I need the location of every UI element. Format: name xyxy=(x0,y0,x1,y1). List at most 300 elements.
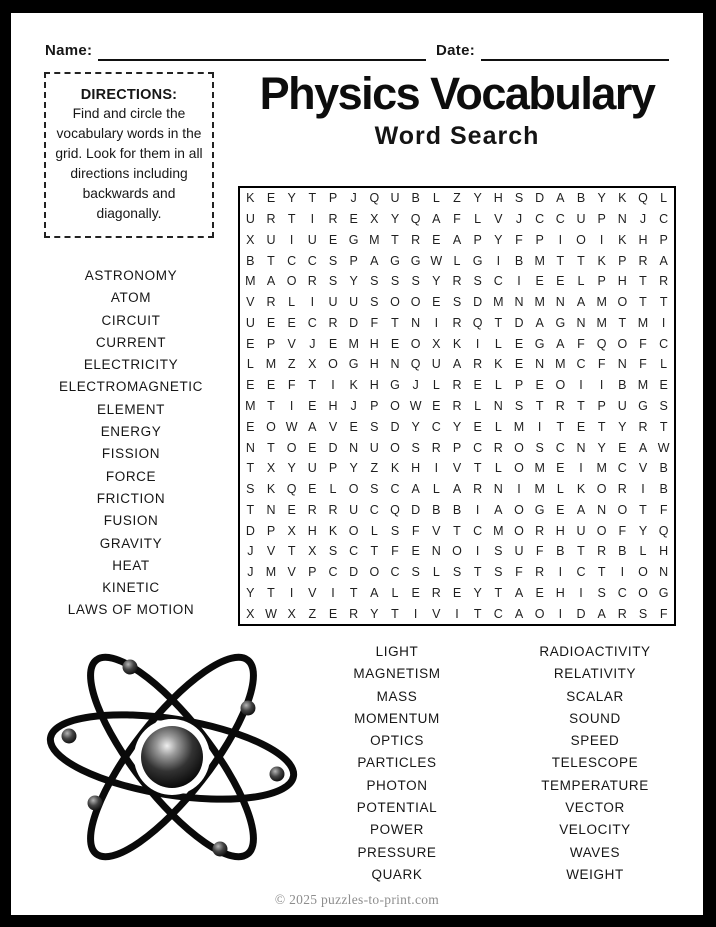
grid-cell[interactable]: F xyxy=(411,523,420,538)
grid-cell[interactable]: U xyxy=(617,398,627,413)
grid-cell[interactable]: S xyxy=(328,253,338,268)
grid-cell[interactable]: X xyxy=(308,357,317,372)
grid-cell[interactable]: F xyxy=(639,336,647,351)
grid-cell[interactable]: P xyxy=(618,253,627,268)
grid-cell[interactable]: M xyxy=(534,295,545,310)
grid-cell[interactable]: N xyxy=(431,544,441,559)
grid-cell[interactable]: E xyxy=(266,191,276,206)
grid-cell[interactable]: P xyxy=(452,440,462,455)
grid-cell[interactable]: L xyxy=(660,191,668,206)
grid-cell[interactable]: W xyxy=(430,253,443,268)
grid-cell[interactable]: R xyxy=(431,585,441,600)
grid-cell[interactable]: Z xyxy=(453,191,461,206)
grid-cell[interactable]: T xyxy=(308,191,317,206)
grid-cell[interactable]: Z xyxy=(308,606,317,621)
grid-cell[interactable]: U xyxy=(390,191,400,206)
grid-cell[interactable]: N xyxy=(659,565,669,580)
grid-cell[interactable]: T xyxy=(267,585,275,600)
grid-cell[interactable]: M xyxy=(245,398,256,413)
grid-cell[interactable]: T xyxy=(618,315,627,330)
grid-cell[interactable]: I xyxy=(558,606,563,621)
grid-cell[interactable]: E xyxy=(328,232,338,247)
grid-cell[interactable]: D xyxy=(514,315,524,330)
grid-cell[interactable]: F xyxy=(618,523,627,538)
grid-cell[interactable]: A xyxy=(452,232,462,247)
grid-cell[interactable]: L xyxy=(639,544,647,559)
grid-cell[interactable]: L xyxy=(474,212,482,227)
grid-cell[interactable]: T xyxy=(659,295,668,310)
grid-cell[interactable]: J xyxy=(247,544,254,559)
grid-cell[interactable]: G xyxy=(348,232,359,247)
grid-cell[interactable]: G xyxy=(410,253,421,268)
grid-cell[interactable]: T xyxy=(246,502,255,517)
grid-cell[interactable]: L xyxy=(432,378,440,393)
grid-cell[interactable]: E xyxy=(535,585,544,600)
grid-cell[interactable]: F xyxy=(515,232,523,247)
grid-cell[interactable]: F xyxy=(515,565,523,580)
grid-cell[interactable]: T xyxy=(473,565,482,580)
grid-cell[interactable]: L xyxy=(432,482,440,497)
grid-cell[interactable]: L xyxy=(474,398,482,413)
grid-cell[interactable]: S xyxy=(452,565,462,580)
grid-cell[interactable]: H xyxy=(369,357,379,372)
grid-cell[interactable]: E xyxy=(473,419,482,434)
grid-cell[interactable]: C xyxy=(493,274,503,289)
grid-cell[interactable]: A xyxy=(556,191,565,206)
grid-cell[interactable]: C xyxy=(307,315,317,330)
grid-cell[interactable]: C xyxy=(659,336,669,351)
grid-cell[interactable]: Y xyxy=(246,585,255,600)
grid-cell[interactable]: S xyxy=(246,482,255,497)
grid-cell[interactable]: F xyxy=(391,544,399,559)
grid-cell[interactable]: C xyxy=(617,585,627,600)
grid-cell[interactable]: Q xyxy=(286,482,297,497)
grid-cell[interactable]: S xyxy=(390,274,400,289)
grid-cell[interactable]: T xyxy=(639,274,647,289)
grid-cell[interactable]: Y xyxy=(349,274,358,289)
grid-cell[interactable]: N xyxy=(597,502,607,517)
grid-cell[interactable]: T xyxy=(597,565,606,580)
grid-cell[interactable]: K xyxy=(328,523,338,538)
grid-cell[interactable]: E xyxy=(535,378,544,393)
grid-cell[interactable]: Q xyxy=(658,523,669,538)
grid-cell[interactable]: U xyxy=(245,315,255,330)
date-input-line[interactable] xyxy=(481,41,669,61)
grid-cell[interactable]: P xyxy=(328,461,338,476)
grid-cell[interactable]: C xyxy=(576,565,586,580)
grid-cell[interactable]: A xyxy=(452,357,462,372)
grid-cell[interactable]: I xyxy=(289,398,294,413)
grid-cell[interactable]: Y xyxy=(432,274,441,289)
grid-cell[interactable]: R xyxy=(266,212,276,227)
grid-cell[interactable]: I xyxy=(289,585,294,600)
grid-cell[interactable]: C xyxy=(307,253,317,268)
grid-cell[interactable]: R xyxy=(328,212,338,227)
grid-cell[interactable]: H xyxy=(659,544,669,559)
grid-cell[interactable]: T xyxy=(577,253,585,268)
grid-cell[interactable]: A xyxy=(452,482,462,497)
grid-cell[interactable]: T xyxy=(370,544,379,559)
grid-cell[interactable]: A xyxy=(576,295,586,310)
grid-cell[interactable]: S xyxy=(535,440,544,455)
grid-cell[interactable]: R xyxy=(452,315,462,330)
grid-cell[interactable]: V xyxy=(287,565,296,580)
grid-cell[interactable]: B xyxy=(618,378,627,393)
grid-cell[interactable]: C xyxy=(659,212,669,227)
grid-cell[interactable]: C xyxy=(617,461,627,476)
grid-cell[interactable]: I xyxy=(579,585,583,600)
grid-cell[interactable]: E xyxy=(308,398,317,413)
grid-cell[interactable]: S xyxy=(514,191,524,206)
grid-cell[interactable]: R xyxy=(493,440,503,455)
grid-cell[interactable]: S xyxy=(514,398,524,413)
grid-cell[interactable]: I xyxy=(599,378,604,393)
grid-cell[interactable]: T xyxy=(639,295,647,310)
grid-cell[interactable]: E xyxy=(246,378,255,393)
grid-cell[interactable]: M xyxy=(637,378,649,393)
grid-cell[interactable]: E xyxy=(535,274,544,289)
grid-cell[interactable]: J xyxy=(309,336,316,351)
grid-cell[interactable]: P xyxy=(266,523,276,538)
grid-cell[interactable]: S xyxy=(370,419,379,434)
grid-cell[interactable]: I xyxy=(620,565,625,580)
grid-cell[interactable]: S xyxy=(370,295,379,310)
grid-cell[interactable]: H xyxy=(369,336,379,351)
grid-cell[interactable]: S xyxy=(638,606,648,621)
grid-cell[interactable]: W xyxy=(657,440,670,455)
grid-cell[interactable]: L xyxy=(432,191,440,206)
grid-cell[interactable]: M xyxy=(534,482,545,497)
grid-cell[interactable]: S xyxy=(452,295,462,310)
grid-cell[interactable]: S xyxy=(659,398,668,413)
grid-cell[interactable]: E xyxy=(411,585,420,600)
grid-cell[interactable]: T xyxy=(494,585,503,600)
grid-cell[interactable]: R xyxy=(535,565,545,580)
grid-cell[interactable]: R xyxy=(473,357,483,372)
grid-cell[interactable]: F xyxy=(659,606,668,621)
grid-cell[interactable]: E xyxy=(473,378,482,393)
grid-cell[interactable]: K xyxy=(266,482,276,497)
grid-cell[interactable]: G xyxy=(472,253,483,268)
grid-cell[interactable]: Q xyxy=(390,502,400,517)
grid-cell[interactable]: A xyxy=(494,502,503,517)
grid-cell[interactable]: C xyxy=(473,523,483,538)
grid-cell[interactable]: S xyxy=(390,523,400,538)
grid-cell[interactable]: E xyxy=(266,378,276,393)
grid-cell[interactable]: R xyxy=(638,253,648,268)
grid-cell[interactable]: V xyxy=(432,606,441,621)
grid-cell[interactable]: M xyxy=(245,274,256,289)
grid-cell[interactable]: P xyxy=(328,191,338,206)
grid-cell[interactable]: F xyxy=(597,357,606,372)
grid-cell[interactable]: V xyxy=(328,419,338,434)
grid-cell[interactable]: I xyxy=(475,502,480,517)
grid-cell[interactable]: B xyxy=(246,253,255,268)
grid-cell[interactable]: U xyxy=(576,523,586,538)
grid-cell[interactable]: N xyxy=(576,440,586,455)
grid-cell[interactable]: S xyxy=(411,440,420,455)
grid-cell[interactable]: O xyxy=(390,398,400,413)
grid-cell[interactable]: U xyxy=(245,212,255,227)
grid-cell[interactable]: F xyxy=(370,315,379,330)
grid-cell[interactable]: Y xyxy=(494,232,503,247)
grid-cell[interactable]: O xyxy=(410,336,421,351)
grid-cell[interactable]: P xyxy=(370,398,379,413)
grid-cell[interactable]: O xyxy=(328,357,338,372)
grid-cell[interactable]: J xyxy=(412,378,419,393)
grid-cell[interactable]: M xyxy=(596,295,607,310)
grid-cell[interactable]: D xyxy=(349,315,359,330)
grid-cell[interactable]: E xyxy=(514,336,524,351)
grid-cell[interactable]: D xyxy=(473,295,483,310)
grid-cell[interactable]: R xyxy=(328,502,338,517)
grid-cell[interactable]: A xyxy=(597,606,606,621)
grid-cell[interactable]: S xyxy=(597,585,606,600)
grid-cell[interactable]: O xyxy=(390,440,400,455)
grid-cell[interactable]: I xyxy=(641,482,645,497)
grid-cell[interactable]: G xyxy=(555,315,566,330)
grid-cell[interactable]: C xyxy=(349,544,359,559)
grid-cell[interactable]: O xyxy=(617,502,628,517)
grid-cell[interactable]: J xyxy=(247,565,254,580)
grid-cell[interactable]: E xyxy=(308,482,317,497)
grid-cell[interactable]: P xyxy=(473,232,482,247)
grid-cell[interactable]: E xyxy=(349,419,358,434)
grid-cell[interactable]: C xyxy=(493,606,503,621)
grid-cell[interactable]: A xyxy=(370,585,379,600)
grid-cell[interactable]: L xyxy=(288,295,296,310)
grid-cell[interactable]: X xyxy=(432,336,441,351)
grid-cell[interactable]: L xyxy=(246,357,254,372)
grid-cell[interactable]: M xyxy=(369,232,380,247)
grid-cell[interactable]: T xyxy=(287,544,296,559)
grid-cell[interactable]: A xyxy=(576,502,586,517)
grid-cell[interactable]: D xyxy=(535,191,545,206)
grid-cell[interactable]: O xyxy=(286,274,297,289)
grid-cell[interactable]: G xyxy=(638,398,648,413)
grid-cell[interactable]: E xyxy=(432,295,441,310)
grid-cell[interactable]: T xyxy=(577,398,585,413)
grid-cell[interactable]: M xyxy=(493,295,504,310)
grid-cell[interactable]: O xyxy=(514,523,524,538)
grid-cell[interactable]: R xyxy=(535,523,545,538)
grid-cell[interactable]: C xyxy=(576,357,586,372)
grid-cell[interactable]: T xyxy=(659,419,668,434)
grid-cell[interactable]: H xyxy=(328,398,338,413)
grid-cell[interactable]: I xyxy=(496,253,501,268)
grid-cell[interactable]: O xyxy=(555,378,566,393)
grid-cell[interactable]: E xyxy=(328,606,338,621)
grid-cell[interactable]: Y xyxy=(287,461,296,476)
grid-cell[interactable]: B xyxy=(659,482,668,497)
grid-cell[interactable]: V xyxy=(246,295,255,310)
grid-cell[interactable]: J xyxy=(350,191,357,206)
grid-cell[interactable]: E xyxy=(556,274,565,289)
grid-cell[interactable]: Q xyxy=(596,336,607,351)
grid-cell[interactable]: T xyxy=(473,606,482,621)
grid-cell[interactable]: K xyxy=(576,482,586,497)
grid-cell[interactable]: Y xyxy=(473,191,482,206)
grid-cell[interactable]: R xyxy=(473,482,483,497)
grid-cell[interactable]: H xyxy=(555,585,565,600)
grid-cell[interactable]: O xyxy=(452,544,462,559)
grid-cell[interactable]: O xyxy=(286,440,297,455)
grid-cell[interactable]: G xyxy=(534,502,545,517)
grid-cell[interactable]: T xyxy=(267,398,275,413)
grid-cell[interactable]: E xyxy=(308,440,317,455)
grid-cell[interactable]: N xyxy=(514,295,524,310)
grid-cell[interactable]: K xyxy=(494,357,503,372)
grid-cell[interactable]: N xyxy=(576,315,586,330)
name-input-line[interactable] xyxy=(98,41,426,61)
grid-cell[interactable]: T xyxy=(349,585,358,600)
grid-cell[interactable]: T xyxy=(597,419,606,434)
grid-cell[interactable]: Y xyxy=(473,585,482,600)
grid-cell[interactable]: O xyxy=(638,585,648,600)
grid-cell[interactable]: O xyxy=(638,565,648,580)
grid-cell[interactable]: A xyxy=(556,336,565,351)
grid-cell[interactable]: U xyxy=(328,295,338,310)
grid-cell[interactable]: G xyxy=(658,585,669,600)
grid-cell[interactable]: A xyxy=(638,440,648,455)
grid-cell[interactable]: I xyxy=(434,461,439,476)
grid-cell[interactable]: P xyxy=(597,398,606,413)
grid-cell[interactable]: K xyxy=(349,378,358,393)
grid-cell[interactable]: T xyxy=(246,461,255,476)
grid-cell[interactable]: N xyxy=(617,357,627,372)
grid-cell[interactable]: I xyxy=(517,274,521,289)
grid-cell[interactable]: E xyxy=(556,502,565,517)
grid-cell[interactable]: N xyxy=(535,357,545,372)
grid-cell[interactable]: T xyxy=(267,440,275,455)
grid-cell[interactable]: A xyxy=(266,274,276,289)
grid-cell[interactable]: L xyxy=(494,461,502,476)
grid-cell[interactable]: E xyxy=(556,461,565,476)
grid-cell[interactable]: S xyxy=(494,544,503,559)
grid-cell[interactable]: L xyxy=(370,523,378,538)
grid-cell[interactable]: F xyxy=(453,212,461,227)
grid-cell[interactable]: N xyxy=(245,440,255,455)
grid-cell[interactable]: O xyxy=(514,440,524,455)
grid-cell[interactable]: H xyxy=(555,523,565,538)
grid-cell[interactable]: T xyxy=(391,315,399,330)
grid-cell[interactable]: Z xyxy=(370,461,379,476)
grid-cell[interactable]: G xyxy=(390,378,400,393)
grid-cell[interactable]: D xyxy=(245,523,255,538)
grid-cell[interactable]: O xyxy=(514,461,524,476)
grid-cell[interactable]: L xyxy=(432,565,440,580)
grid-cell[interactable]: Y xyxy=(411,419,420,434)
grid-cell[interactable]: P xyxy=(266,336,276,351)
grid-cell[interactable]: R xyxy=(617,606,627,621)
grid-cell[interactable]: P xyxy=(308,565,317,580)
grid-cell[interactable]: C xyxy=(369,502,379,517)
grid-cell[interactable]: R xyxy=(452,274,462,289)
grid-cell[interactable]: L xyxy=(391,585,399,600)
grid-cell[interactable]: G xyxy=(348,357,359,372)
grid-cell[interactable]: M xyxy=(265,565,277,580)
grid-cell[interactable]: I xyxy=(289,232,294,247)
grid-cell[interactable]: N xyxy=(493,482,503,497)
grid-cell[interactable]: A xyxy=(432,212,441,227)
grid-cell[interactable]: E xyxy=(411,544,420,559)
grid-cell[interactable]: U xyxy=(576,212,586,227)
grid-cell[interactable]: E xyxy=(432,398,441,413)
grid-cell[interactable]: H xyxy=(369,378,379,393)
grid-cell[interactable]: D xyxy=(390,419,400,434)
grid-cell[interactable]: Y xyxy=(638,523,648,538)
grid-cell[interactable]: B xyxy=(411,191,420,206)
grid-cell[interactable]: T xyxy=(535,398,544,413)
grid-cell[interactable]: O xyxy=(390,295,400,310)
grid-cell[interactable]: E xyxy=(514,357,524,372)
grid-cell[interactable]: M xyxy=(534,253,545,268)
grid-cell[interactable]: N xyxy=(266,502,276,517)
grid-cell[interactable]: V xyxy=(266,544,276,559)
grid-cell[interactable]: T xyxy=(556,419,565,434)
grid-cell[interactable]: A xyxy=(308,419,317,434)
grid-cell[interactable]: E xyxy=(576,419,586,434)
grid-cell[interactable]: O xyxy=(576,232,586,247)
grid-cell[interactable]: E xyxy=(432,232,441,247)
grid-cell[interactable]: G xyxy=(390,253,400,268)
grid-cell[interactable]: S xyxy=(411,274,420,289)
grid-cell[interactable]: R xyxy=(328,315,338,330)
grid-cell[interactable]: I xyxy=(434,315,439,330)
grid-cell[interactable]: S xyxy=(411,565,420,580)
grid-cell[interactable]: H xyxy=(617,274,627,289)
grid-cell[interactable]: B xyxy=(576,191,586,206)
grid-cell[interactable]: E xyxy=(618,440,627,455)
grid-cell[interactable]: O xyxy=(617,295,628,310)
grid-cell[interactable]: R xyxy=(431,440,441,455)
grid-cell[interactable]: V xyxy=(452,461,462,476)
grid-cell[interactable]: X xyxy=(287,523,296,538)
grid-cell[interactable]: Y xyxy=(370,606,379,621)
grid-cell[interactable]: X xyxy=(287,606,296,621)
grid-cell[interactable]: R xyxy=(411,232,421,247)
grid-cell[interactable]: U xyxy=(349,295,359,310)
grid-cell[interactable]: O xyxy=(534,606,545,621)
grid-cell[interactable]: J xyxy=(515,212,523,227)
grid-cell[interactable]: R xyxy=(307,502,317,517)
grid-cell[interactable]: M xyxy=(596,461,607,476)
grid-cell[interactable]: D xyxy=(328,440,338,455)
grid-cell[interactable]: C xyxy=(328,565,338,580)
grid-cell[interactable]: K xyxy=(618,191,627,206)
grid-cell[interactable]: X xyxy=(266,461,276,476)
grid-cell[interactable]: I xyxy=(517,482,521,497)
grid-cell[interactable]: V xyxy=(494,212,503,227)
grid-cell[interactable]: H xyxy=(493,191,503,206)
grid-cell[interactable]: T xyxy=(287,212,296,227)
grid-cell[interactable]: Y xyxy=(597,191,606,206)
grid-cell[interactable]: L xyxy=(453,253,461,268)
grid-cell[interactable]: I xyxy=(579,378,583,393)
grid-cell[interactable]: T xyxy=(453,523,461,538)
grid-cell[interactable]: J xyxy=(350,398,357,413)
grid-cell[interactable]: A xyxy=(514,585,524,600)
grid-cell[interactable]: I xyxy=(599,232,604,247)
grid-cell[interactable]: C xyxy=(390,482,400,497)
grid-cell[interactable]: E xyxy=(390,336,400,351)
grid-cell[interactable]: C xyxy=(287,253,297,268)
grid-cell[interactable]: U xyxy=(307,461,317,476)
grid-cell[interactable]: E xyxy=(246,419,255,434)
grid-cell[interactable]: P xyxy=(597,274,606,289)
grid-cell[interactable]: R xyxy=(555,398,565,413)
grid-cell[interactable]: T xyxy=(473,461,482,476)
